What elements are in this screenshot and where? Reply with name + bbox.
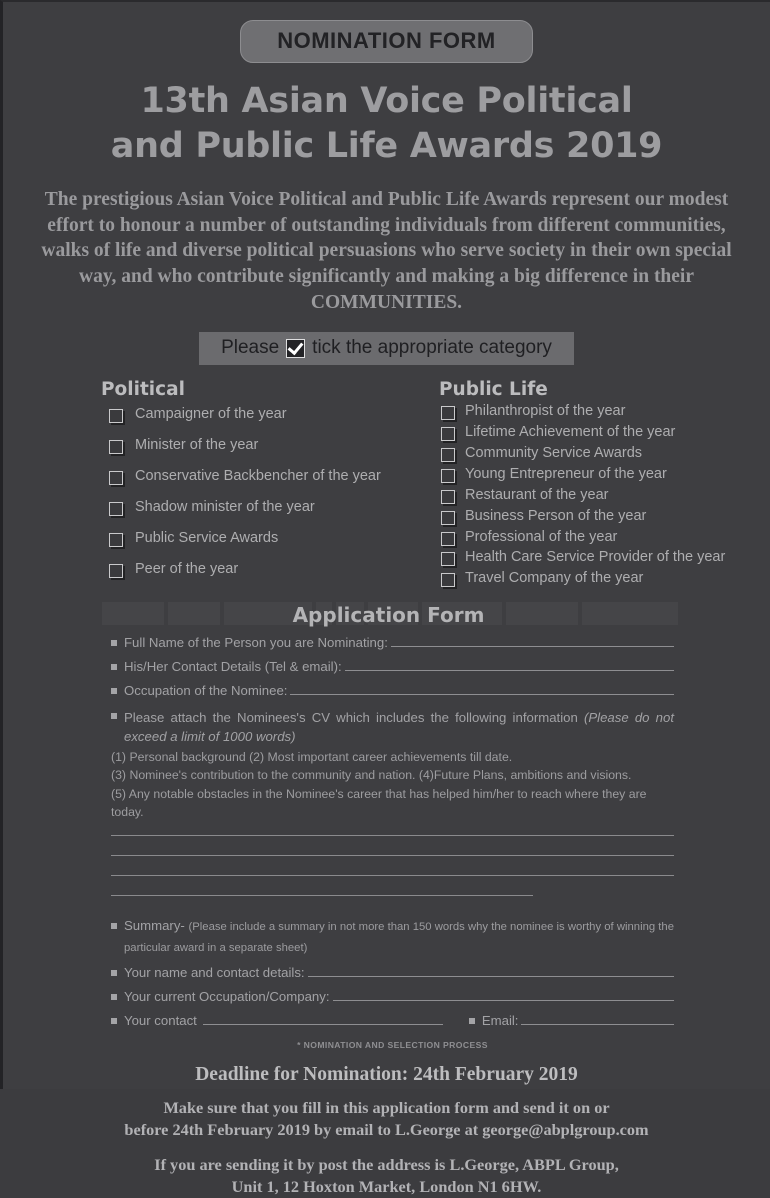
checkbox-icon[interactable] (441, 469, 455, 483)
deadline-text: Deadline for Nomination: 24th February 2019 (195, 1063, 578, 1085)
tick-instruction-banner (199, 332, 574, 365)
checkbox-icon[interactable] (109, 440, 123, 454)
occupation-input[interactable] (290, 681, 674, 695)
square-bullet-icon (111, 994, 117, 1000)
attach-cv-italic: (Please do not exceed a limit of 1000 words) (124, 709, 674, 744)
contact-details-input[interactable] (345, 657, 674, 671)
checkbox-label: Conservative Backbencher of the year (135, 467, 381, 484)
cv-requirement-item: (1) Personal background (2) Most important career achievements till date. (111, 749, 513, 764)
checkbox-row-public-7[interactable] (439, 549, 734, 566)
field-row-full-name (111, 633, 674, 650)
checkbox-label: Minister of the year (135, 437, 259, 454)
tick-text-before: Please (221, 337, 280, 359)
checkbox-icon[interactable] (441, 511, 455, 525)
checkbox-row-political-2[interactable] (101, 468, 439, 485)
checkbox-row-public-0[interactable] (439, 403, 734, 420)
square-bullet-icon (111, 664, 117, 670)
categories-section (3, 379, 770, 591)
checkbox-icon[interactable] (441, 490, 455, 504)
your-contact-input[interactable] (203, 1011, 443, 1025)
field-label: Occupation of the Nominee: (124, 682, 288, 698)
field-row-your-name (111, 963, 674, 980)
field-label: His/Her Contact Details (Tel & email): (124, 658, 342, 674)
full-name-input[interactable] (391, 633, 674, 647)
checkbox-icon[interactable] (441, 532, 455, 546)
checkbox-icon[interactable] (109, 564, 123, 578)
email-input[interactable] (521, 1011, 674, 1025)
application-form-body (111, 633, 674, 1050)
field-row-contact-details (111, 657, 674, 674)
checkbox-row-political-5[interactable] (101, 561, 439, 578)
checkbox-label: Restaurant of the year (465, 486, 609, 503)
checkbox-row-political-0[interactable] (101, 406, 439, 423)
checkbox-label: Shadow minister of the year (135, 498, 315, 515)
checkbox-icon[interactable] (109, 533, 123, 547)
blank-line[interactable] (111, 875, 674, 876)
square-bullet-icon (111, 923, 117, 929)
summary-paragraph (111, 915, 674, 957)
nomination-form-badge: NOMINATION FORM (240, 20, 533, 63)
checkbox-row-political-3[interactable] (101, 499, 439, 516)
your-occupation-input[interactable] (333, 987, 675, 1001)
checkbox-label: Lifetime Achievement of the year (465, 424, 676, 441)
square-bullet-icon (111, 1018, 117, 1024)
checkbox-label: Community Service Awards (465, 444, 643, 461)
tick-text-after: tick the appropriate category (312, 337, 552, 359)
checkbox-icon[interactable] (441, 448, 455, 462)
summary-label: Summary- (124, 917, 185, 933)
checked-checkbox-icon (286, 339, 305, 358)
instruction-line-1: Make sure that you fill in this application form and send it on or (163, 1097, 610, 1117)
checkbox-row-political-4[interactable] (101, 530, 439, 547)
blank-line[interactable] (111, 895, 533, 896)
cv-requirement-item: (3) Nominee's contribution to the community and nation. (4)Future Plans, ambitions and visions. (111, 768, 632, 783)
checkbox-icon[interactable] (441, 573, 455, 587)
square-bullet-icon (111, 970, 117, 976)
cv-requirement-item: (5) Any notable obstacles in the Nominee's career that has helped him/her to reach where they are today. (111, 786, 647, 820)
checkbox-label: Philanthropist of the year (465, 403, 626, 420)
field-label: Your contact (124, 1012, 197, 1028)
checkbox-icon[interactable] (441, 552, 455, 566)
summary-text (124, 915, 674, 957)
cv-requirements-list (111, 748, 674, 822)
checkbox-row-public-5[interactable] (439, 508, 734, 525)
square-bullet-icon (111, 640, 117, 646)
summary-note: (Please include a summary in not more than 150 words why the nominee is worthy of winning the particular award in a separate sheet) (124, 920, 674, 954)
field-row-occupation (111, 681, 674, 698)
checkbox-icon[interactable] (441, 427, 455, 441)
square-bullet-icon (111, 688, 117, 694)
checkbox-label: Campaigner of the year (135, 406, 287, 423)
blank-writing-lines (111, 835, 674, 896)
square-bullet-icon (469, 1018, 475, 1024)
blank-line[interactable] (111, 855, 674, 856)
checkbox-row-public-6[interactable] (439, 529, 734, 546)
submission-instructions (3, 1097, 770, 1141)
checkbox-label: Young Entrepreneur of the year (465, 465, 667, 482)
checkbox-label: Public Service Awards (135, 529, 279, 546)
checkbox-row-public-1[interactable] (439, 424, 734, 441)
page-title-line-1: 13th Asian Voice Political (140, 81, 633, 121)
pill-container (3, 2, 770, 63)
checkbox-icon[interactable] (441, 406, 455, 420)
checkbox-icon[interactable] (109, 471, 123, 485)
checkbox-row-public-2[interactable] (439, 445, 734, 462)
checkbox-label: Health Care Service Provider of the year (465, 549, 726, 566)
public-life-category-column (439, 379, 734, 591)
political-heading: Political (101, 379, 185, 401)
instruction-line-2: before 24th February 2019 by email to L.George at george@abplgroup.com (124, 1119, 649, 1139)
checkbox-label: Business Person of the year (465, 507, 647, 524)
page-title (3, 79, 770, 169)
intro-paragraph: The prestigious Asian Voice Political and Public Life Awards represent our modest effort to honour a number of outstanding individuals from different communities, walks of life and diverse political persuasions who serve society in their own special way, and who contribute significantly and making a big difference in their COMMUNITIES. (41, 188, 732, 314)
application-form-heading: Application Form (292, 602, 485, 627)
page-title-line-2: and Public Life Awards 2019 (110, 125, 663, 166)
tick-banner-container (3, 332, 770, 365)
attach-cv-text (124, 708, 674, 746)
checkbox-row-public-3[interactable] (439, 466, 734, 483)
square-bullet-icon (111, 713, 117, 719)
postal-line-1: If you are sending it by post the address is L.George, ABPL Group, (154, 1154, 619, 1174)
process-footnote: * NOMINATION AND SELECTION PROCESS (297, 1039, 488, 1050)
public-life-heading: Public Life (439, 379, 548, 401)
political-category-column (101, 379, 439, 591)
attach-cv-main: Please attach the Nominees's CV which includes the following information (124, 709, 584, 725)
checkbox-label: Travel Company of the year (465, 570, 644, 587)
checkbox-icon[interactable] (109, 502, 123, 516)
field-label: Your current Occupation/Company: (124, 988, 330, 1004)
checkbox-label: Professional of the year (465, 528, 618, 545)
postal-line-2: Unit 1, 12 Hoxton Market, London N1 6HW. (231, 1176, 542, 1196)
attach-cv-paragraph (111, 708, 674, 746)
checkbox-icon[interactable] (109, 409, 123, 423)
checkbox-row-political-1[interactable] (101, 437, 439, 454)
field-label: Full Name of the Person you are Nominating: (124, 634, 388, 650)
blank-line[interactable] (111, 835, 674, 836)
checkbox-row-public-8[interactable] (439, 570, 734, 587)
application-form-band (102, 602, 675, 629)
postal-address (3, 1154, 770, 1198)
field-row-your-occupation (111, 987, 674, 1004)
your-name-input[interactable] (308, 963, 674, 977)
field-row-your-contact-email (111, 1011, 674, 1028)
field-label: Your name and contact details: (124, 964, 305, 980)
checkbox-row-public-4[interactable] (439, 487, 734, 504)
checkbox-label: Peer of the year (135, 560, 239, 577)
field-label: Email: (481, 1012, 519, 1028)
